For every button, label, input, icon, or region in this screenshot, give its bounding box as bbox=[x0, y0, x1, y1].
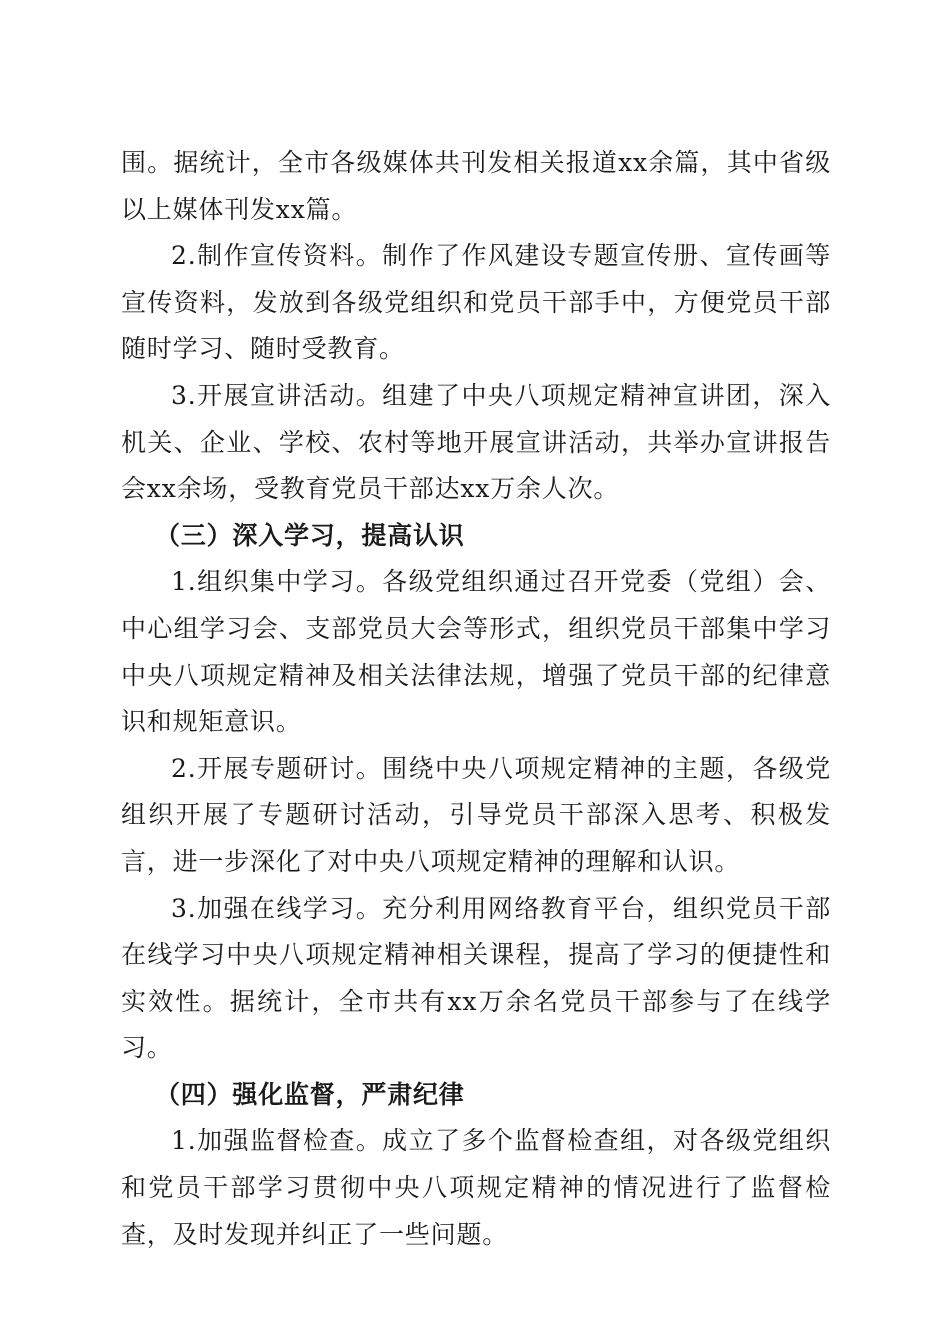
section-heading-3: （三）深入学习，提高认识 bbox=[155, 520, 465, 550]
paragraph-continuation: 围。据统计，全市各级媒体共刊发相关报道xx余篇，其中省级以上媒体刊发xx篇。 bbox=[121, 148, 831, 224]
section-heading-4: （四）强化监督，严肃纪律 bbox=[155, 1079, 465, 1109]
paragraph-lecture-activities: 3.开展宣讲活动。组建了中央八项规定精神宣讲团，深入机关、企业、学校、农村等地开展宣讲活动，共举办宣讲报告会xx余场，受教育党员干部达xx万余人次。 bbox=[121, 380, 831, 504]
paragraph-centralized-study: 1.组织集中学习。各级党组织通过召开党委（党组）会、中心组学习会、支部党员大会等形式，组织党员干部集中学习中央八项规定精神及相关法律法规，增强了党员干部的纪律意识和规矩意识。 bbox=[121, 567, 831, 737]
document-body bbox=[121, 140, 831, 1258]
paragraph-special-seminar: 2.开展专题研讨。围绕中央八项规定精神的主题，各级党组织开展了专题研讨活动，引导党员干部深入思考、积极发言，进一步深化了对中央八项规定精神的理解和认识。 bbox=[121, 753, 831, 876]
paragraph-online-learning: 3.加强在线学习。充分利用网络教育平台，组织党员干部在线学习中央八项规定精神相关课程，提高了学习的便捷性和实效性。据统计，全市共有xx万余名党员干部参与了在线学习。 bbox=[121, 893, 831, 1063]
paragraph-make-materials: 2.制作宣传资料。制作了作风建设专题宣传册、宣传画等宣传资料，发放到各级党组织和党员干部手中，方便党员干部随时学习、随时受教育。 bbox=[121, 241, 831, 364]
paragraph-supervision-inspection: 1.加强监督检查。成立了多个监督检查组，对各级党组织和党员干部学习贯彻中央八项规定精神的情况进行了监督检查，及时发现并纠正了一些问题。 bbox=[121, 1126, 831, 1249]
